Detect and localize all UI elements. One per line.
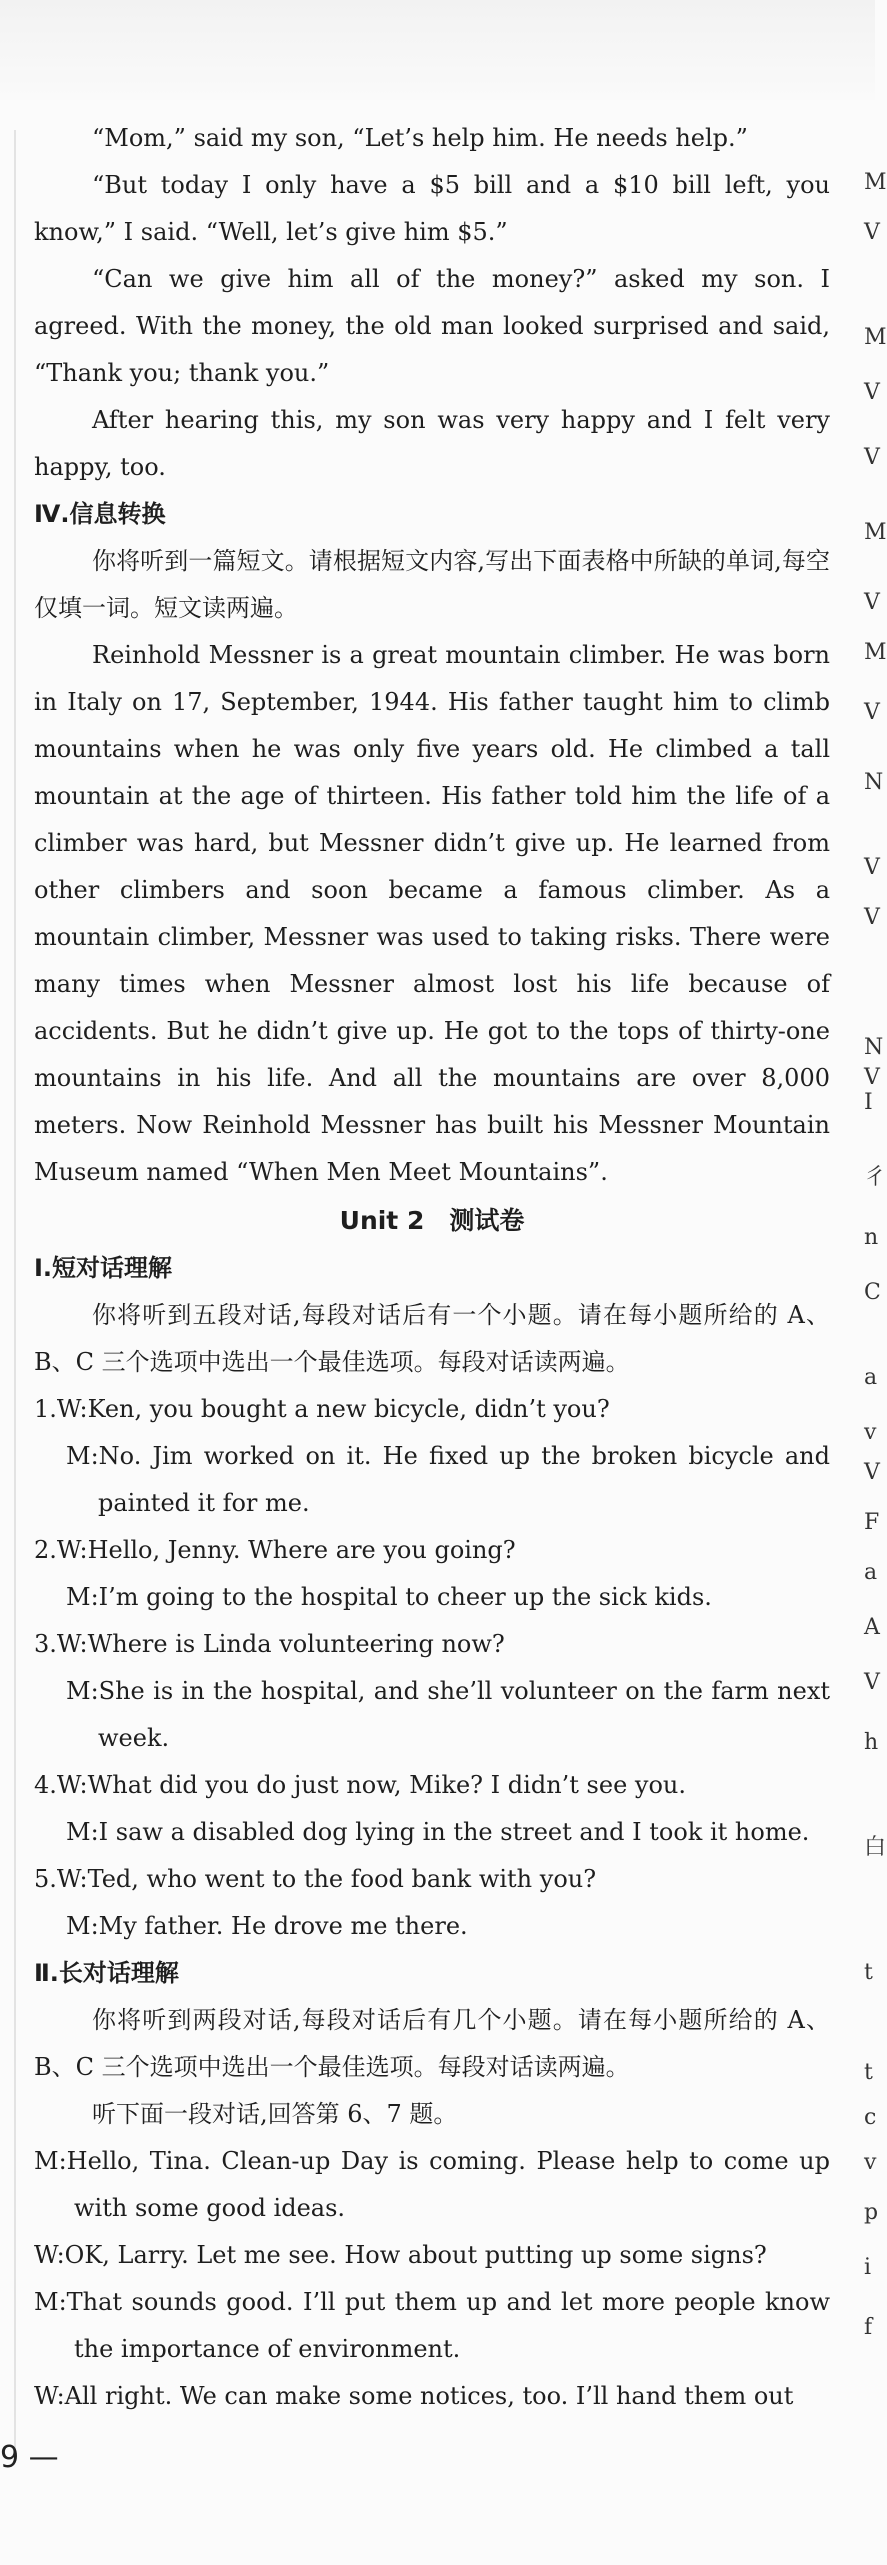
edge-letter: t [864, 2060, 873, 2085]
edge-letter: a [864, 1365, 878, 1390]
dialogue-line: W:All right. We can make some notices, too. I’ll hand them out [34, 2382, 794, 2410]
dialogue-line: 2.W:Hello, Jenny. Where are you going? [34, 1536, 516, 1564]
unit-title: Unit 2 测试卷 [339, 1206, 525, 1235]
edge-letter: N [864, 770, 884, 795]
edge-letter: C [864, 1280, 881, 1305]
edge-letter: i [864, 2255, 872, 2280]
edge-letter: V [864, 855, 880, 880]
edge-letter: V [864, 590, 880, 615]
edge-letter: I [864, 1090, 873, 1115]
edge-letter: V [864, 700, 880, 725]
top-margin [0, 0, 875, 100]
dialogue-line: M:My father. He drove me there. [66, 1912, 468, 1940]
story-paragraph: “Can we give him all of the money?” asked my son. I agreed. With the money, the old man looked surprised and said, “Thank you; thank you.” [34, 265, 830, 387]
edge-letter: M [864, 170, 887, 195]
edge-letter: M [864, 520, 887, 545]
edge-letter: p [864, 2200, 879, 2225]
edge-letter: N [864, 1035, 884, 1060]
edge-letter: t [864, 1960, 873, 1985]
edge-letter: F [864, 1510, 880, 1535]
dialogue-line: 1.W:Ken, you bought a new bicycle, didn’t you? [34, 1395, 610, 1423]
edge-letter: n [864, 1225, 879, 1250]
edge-letter: V [864, 1670, 880, 1695]
story-paragraph: “Mom,” said my son, “Let’s help him. He needs help.” [92, 124, 748, 152]
story-paragraph: After hearing this, my son was very happy and I felt very happy, too. [34, 406, 830, 481]
edge-letter: V [864, 1460, 880, 1485]
section-heading: Ⅱ.长对话理解 [34, 1959, 179, 1987]
section-heading: Ⅳ.信息转换 [34, 500, 166, 528]
dialogue-line: M:I saw a disabled dog lying in the street and I took it home. [66, 1818, 810, 1846]
story-paragraph: “But today I only have a $5 bill and a $10 bill left, you know,” I said. “Well, let’s give him $5.” [34, 171, 830, 246]
section-instruction: 你将听到一篇短文。请根据短文内容,写出下面表格中所缺的单词,每空仅填一词。短文读两遍。 [34, 547, 830, 622]
edge-letter: v [864, 1420, 877, 1445]
listening-passage: Reinhold Messner is a great mountain climber. He was born in Italy on 17, September, 1944. His father taught him to climb mountains when he was only five years old. He climbed a tall mountain at the age of thirteen. His father told him the life of a climber was hard, but Messner didn’t give up. He learned from other climbers and soon became a famous climber. As a mountain climber, Messner was used to taking risks. There were many times when Messner almost lost his life because of accidents. But he didn’t give up. He got to the tops of thirty-one mountains in his life. And all the mountains are over 8,000 meters. Now Reinhold Messner has built his Messner Mountain Museum named “When Men Meet Mountains”. [34, 641, 830, 1186]
dialogue-line: M:No. Jim worked on it. He fixed up the broken bicycle and painted it for me. [66, 1442, 830, 1517]
adjacent-page-edge [842, 100, 887, 2500]
page-content [34, 115, 830, 2420]
dialogue-line: M:She is in the hospital, and she’ll volunteer on the farm next week. [66, 1677, 830, 1752]
edge-letter: f [864, 2315, 873, 2340]
dialogue-line: 5.W:Ted, who went to the food bank with you? [34, 1865, 597, 1893]
dialogue-line: W:OK, Larry. Let me see. How about putting up some signs? [34, 2241, 767, 2269]
edge-letter: V [864, 905, 880, 930]
sub-instruction: 听下面一段对话,回答第 6、7 题。 [92, 2100, 458, 2128]
dialogue-line: 3.W:Where is Linda volunteering now? [34, 1630, 505, 1658]
edge-letter: M [864, 325, 887, 350]
dialogue-line: M:I’m going to the hospital to cheer up the sick kids. [66, 1583, 712, 1611]
dialogue-line: 4.W:What did you do just now, Mike? I didn’t see you. [34, 1771, 686, 1799]
edge-letter: c [864, 2105, 877, 2130]
edge-letter: 彳 [864, 1165, 887, 1190]
section-instruction: 你将听到五段对话,每段对话后有一个小题。请在每小题所给的 A、B、C 三个选项中选出一个最佳选项。每段对话读两遍。 [34, 1301, 830, 1376]
long-dialogue [34, 2138, 830, 2420]
edge-letter: 白 [864, 1835, 887, 1860]
edge-letter: A [864, 1615, 880, 1640]
edge-letter: V [864, 1065, 880, 1090]
page-number: 9 — [0, 2440, 59, 2475]
edge-letter: V [864, 220, 880, 245]
left-margin-line [14, 130, 16, 2450]
dialogue-line: M:That sounds good. I’ll put them up and let more people know the importance of environment. [34, 2288, 830, 2363]
edge-letter: M [864, 640, 887, 665]
edge-letter: a [864, 1560, 878, 1585]
section-heading: Ⅰ.短对话理解 [34, 1254, 173, 1282]
edge-letter: v [864, 2150, 877, 2175]
dialogue-list [34, 1386, 830, 1950]
edge-letter: V [864, 380, 880, 405]
dialogue-line: M:Hello, Tina. Clean-up Day is coming. Please help to come up with some good ideas. [34, 2147, 830, 2222]
edge-letter: V [864, 445, 880, 470]
edge-letter: h [864, 1730, 879, 1755]
section-instruction: 你将听到两段对话,每段对话后有几个小题。请在每小题所给的 A、B、C 三个选项中选出一个最佳选项。每段对话读两遍。 [34, 2006, 830, 2081]
